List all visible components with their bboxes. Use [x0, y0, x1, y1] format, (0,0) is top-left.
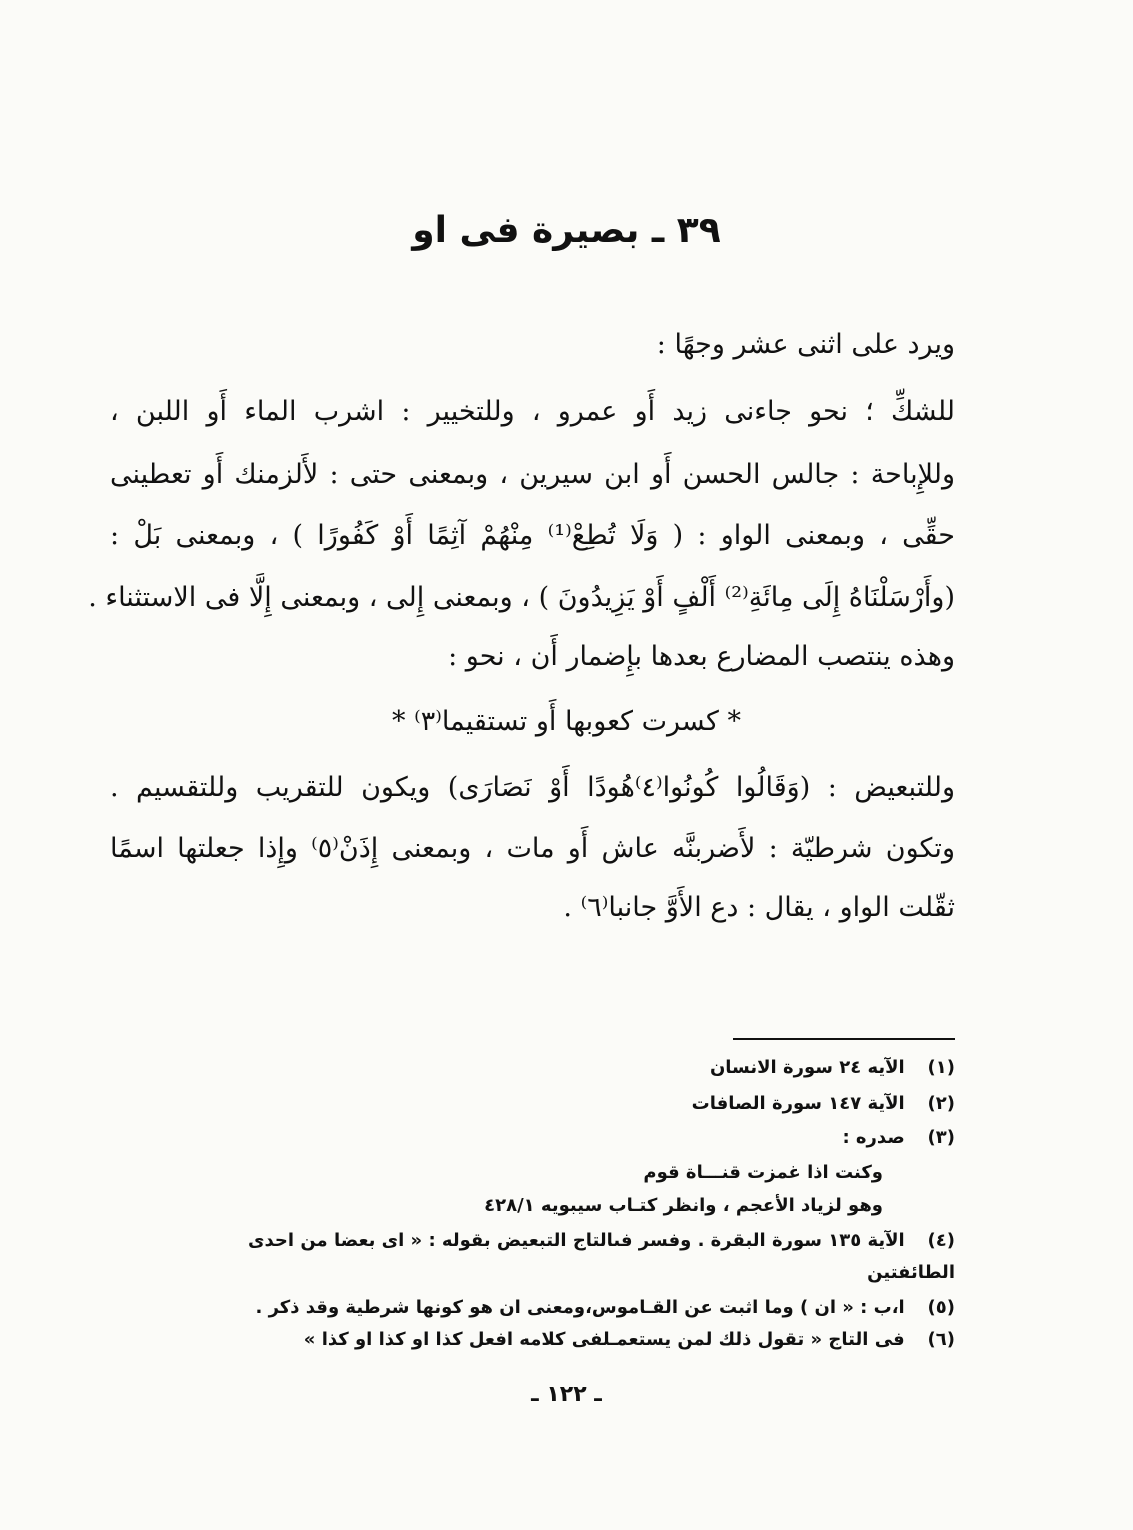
body-line-5: (وأَرْسَلْنَاهُ إِلَى مِائَةِ⁽²⁾ أَلْفٍ أَوْ يَزِيدُونَ ) ، وبمعنى إِلى ، وبمعنى إِلَّا فى الاستثناء .	[88, 582, 955, 613]
footnote-1	[95, 1055, 955, 1081]
footnote-text: ا،ب : « ان ) وما اثبت عن القـاموس،ومعنى ان هو كونها شرطية وقد ذكر .	[255, 1297, 905, 1318]
footnote-text: الآية ١٤٧ سورة الصافات	[691, 1093, 905, 1114]
footnote-number: (٥)	[927, 1297, 955, 1318]
footnote-6	[95, 1327, 955, 1353]
footnote-number: (٢)	[927, 1093, 955, 1114]
body-line-3: وللإِباحة : جالس الحسن أَو ابن سيرين ، وبمعنى حتى : لأَلزمنك أَو تعطينى	[110, 459, 955, 490]
footnote-4	[105, 1228, 955, 1254]
footnote-divider	[733, 1038, 955, 1040]
footnote-text: فى التاج « تقول ذلك لمن يستعمـلفى كلامه افعل كذا او كذا او كذا »	[303, 1329, 905, 1350]
body-line-1: ويرد على اثنى عشر وجهًا :	[656, 329, 955, 360]
body-line-6: وهذه ينتصب المضارع بعدها بإِضمار أَن ، نحو :	[448, 641, 955, 672]
verse-line: * كسرت كعوبها أَو تستقيما⁽٣⁾ *	[392, 706, 741, 737]
footnote-3	[95, 1125, 955, 1151]
footnote-text: الآية ١٣٥ سورة البقرة . وفسر فىالتاج التبعيض بقوله : « اى بعضا من احدى	[248, 1230, 905, 1251]
footnote-2	[95, 1091, 955, 1117]
body-line-8: وتكون شرطيّة : لأَضربنَّه عاش أَو مات ، وبمعنى إِذَنْ⁽٥⁾ وإِذا جعلتها اسمًا	[110, 833, 955, 864]
footnote-3-verse: وكنت اذا غمزت قنـــاة قوم	[643, 1162, 883, 1183]
body-line-9: ثقّلت الواو ، يقال : دع الأَوَّ جانبا⁽٦⁾ .	[563, 892, 955, 923]
footnote-number: (٣)	[927, 1127, 955, 1148]
footnote-text: صدره :	[842, 1127, 905, 1148]
body-line-4: حقِّى ، وبمعنى الواو : ( وَلَا تُطِعْ⁽¹⁾ مِنْهُمْ آثِمًا أَوْ كَفُورًا ) ، وبمعنى بَلْ :	[110, 520, 955, 551]
body-line-7: وللتبعيض : (وَقَالُوا كُونُوا⁽٤⁾هُودًا أَوْ نَصَارَى) ويكون للتقريب وللتقسيم .	[110, 772, 956, 803]
footnote-number: (٦)	[927, 1329, 955, 1350]
footnote-4-continued: الطائفتين	[867, 1262, 955, 1283]
footnote-number: (١)	[927, 1057, 955, 1078]
footnote-5	[95, 1295, 955, 1321]
footnote-number: (٤)	[927, 1230, 955, 1251]
section-title: ٣٩ ـ بصيرة فى او	[412, 210, 721, 251]
footnote-3-note: وهو لزياد الأعجم ، وانظر كتـاب سيبويه ٤٢٨/١	[484, 1195, 883, 1216]
body-line-2: للشكِّ ؛ نحو جاءنى زيد أَو عمرو ، وللتخيير : اشرب الماء أَو اللبن ،	[110, 396, 955, 427]
footnote-text: الآيه ٢٤ سورة الانسان	[709, 1057, 905, 1078]
page-number: ـ ١٢٢ ـ	[531, 1382, 602, 1407]
